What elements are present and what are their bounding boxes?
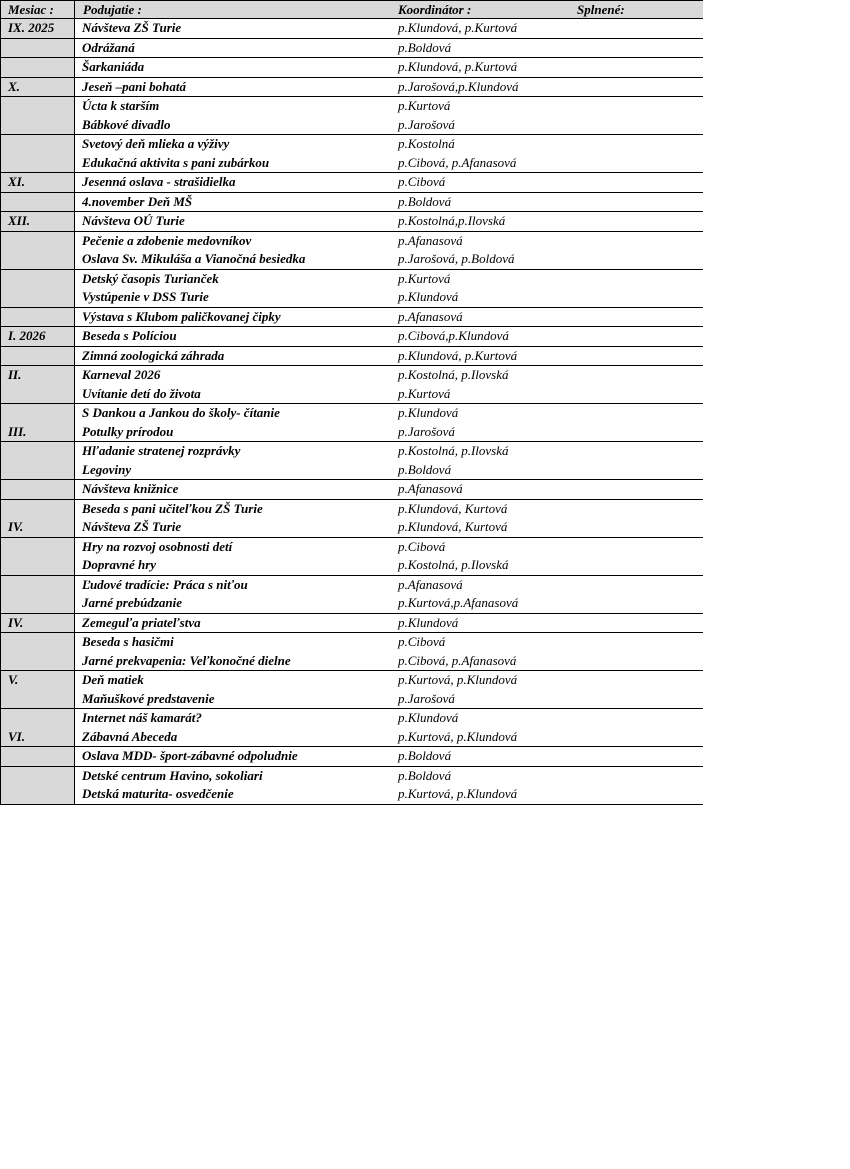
coordinator-name: p.Cibová [398, 634, 446, 649]
event-name: Jeseň –pani bohatá [82, 78, 187, 94]
event-name: Detský časopis Turianček [82, 270, 219, 286]
event-name: Ľudové tradície: Práca s niťou [82, 576, 248, 592]
coordinator-name: p.Kurtová, p.Klundová [398, 728, 518, 744]
table-row-group [0, 78, 703, 98]
event-name: Výstava s Klubom paličkovanej čipky [82, 308, 281, 324]
table-row [0, 308, 703, 327]
table-row-group [0, 671, 703, 709]
table-row-group [0, 366, 703, 404]
table-row [0, 212, 703, 231]
table-row-group [0, 709, 703, 747]
event-name: Zimná zoologická záhrada [82, 347, 225, 363]
table-row [0, 385, 703, 404]
coordinator-name: p.Klundová, Kurtová [398, 500, 508, 516]
table-row [0, 690, 703, 709]
table-row [0, 78, 703, 97]
event-name: Legoviny [82, 461, 132, 477]
table-row-group [0, 135, 703, 173]
coordinator-name: p.Afanasová [398, 308, 463, 324]
table-row [0, 556, 703, 575]
table-row [0, 288, 703, 307]
table-row [0, 193, 703, 212]
coordinator-name: p.Boldová [398, 193, 452, 209]
table-row [0, 747, 703, 766]
coordinator-name: p.Jarošová [398, 423, 455, 439]
event-name: Hry na rozvoj osobnosti detí [82, 538, 233, 554]
coordinator-name: p.Kurtová, p.Klundová [398, 672, 518, 687]
coordinator-name: p.Cibová,p.Klundová [398, 328, 509, 343]
event-name: Bábkové divadlo [82, 116, 171, 132]
event-name: Internet náš kamarát? [82, 710, 202, 725]
table-row [0, 232, 703, 251]
table-row [0, 671, 703, 690]
coordinator-name: p.Boldová [398, 748, 452, 763]
table-row-group [0, 58, 703, 78]
coordinator-name: p.Klundová, Kurtová [398, 519, 508, 534]
coordinator-name: p.Kostolná,p.Ilovská [398, 213, 506, 228]
event-name: Beseda s pani učiteľkou ZŠ Turie [82, 500, 263, 516]
table-row [0, 461, 703, 480]
coordinator-name: p.Cibová, p.Afanasová [398, 652, 517, 668]
header-coordinator: Koordinátor : [398, 2, 472, 17]
table-row-group [0, 442, 703, 480]
coordinator-name: p.Kostolná, p.Ilovská [398, 557, 509, 572]
table-row-group [0, 614, 703, 634]
table-row-group [0, 193, 703, 213]
coordinator-name: p.Kurtová, p.Klundová [398, 786, 518, 801]
event-name: Beseda s Políciou [82, 328, 177, 343]
table-row-group [0, 538, 703, 576]
coordinator-name: p.Jarošová,p.Klundová [398, 78, 519, 94]
coordinator-name: p.Afanasová [398, 576, 463, 592]
coordinator-name: p.Afanasová [398, 481, 463, 496]
coordinator-name: p.Kostolná [398, 136, 455, 151]
table-row [0, 633, 703, 652]
table-row [0, 173, 703, 192]
table-row [0, 785, 703, 804]
month-column-border [74, 0, 75, 805]
event-name: Vystúpenie v DSS Turie [82, 289, 209, 304]
table-row [0, 518, 703, 537]
event-name: Jarné prebúdzanie [82, 595, 183, 610]
coordinator-name: p.Kurtová,p.Afanasová [398, 595, 519, 610]
event-name: Oslava MDD- šport-zábavné odpoludnie [82, 748, 298, 763]
coordinator-name: p.Klundová [398, 710, 459, 725]
table-row [0, 347, 703, 366]
event-name: Zemeguľa priateľstva [82, 614, 201, 630]
table-left-border [0, 0, 1, 805]
coordinator-name: p.Kostolná, p.Ilovská [398, 443, 509, 458]
coordinator-name: p.Jarošová [398, 116, 455, 132]
coordinator-name: p.Cibová [398, 174, 446, 189]
event-name: Pečenie a zdobenie medovníkov [82, 232, 252, 248]
coordinator-name: p.Kostolná, p.Ilovská [398, 367, 509, 382]
event-name: Úcta k starším [82, 98, 160, 113]
coordinator-name: p.Klundová, p.Kurtová [398, 59, 518, 74]
table-row-group [0, 308, 703, 328]
coordinator-name: p.Jarošová, p.Boldová [398, 251, 515, 266]
coordinator-name: p.Jarošová [398, 690, 455, 706]
table-row [0, 614, 703, 633]
month-label: XII. [8, 213, 31, 228]
table-row-group [0, 347, 703, 367]
event-name: Uvítanie detí do života [82, 385, 201, 401]
event-name: Jarné prekvapenia: Veľkonočné dielne [82, 652, 291, 668]
table-row [0, 594, 703, 613]
month-label: V. [8, 672, 19, 687]
event-name: Detské centrum Havino, sokoliari [82, 767, 263, 783]
coordinator-name: p.Klundová [398, 289, 459, 304]
table-row [0, 576, 703, 595]
event-name: Deň matiek [82, 672, 144, 687]
table-header [0, 0, 703, 19]
coordinator-name: p.Cibová [398, 538, 446, 554]
header-event: Podujatie : [83, 2, 142, 17]
table-row [0, 480, 703, 499]
coordinator-name: p.Cibová, p.Afanasová [398, 154, 517, 170]
table-row-group [0, 327, 703, 347]
table-row [0, 250, 703, 269]
table-row-group [0, 232, 703, 270]
table-row [0, 116, 703, 135]
event-name: Svetový deň mlieka a výživy [82, 136, 230, 151]
coordinator-name: p.Kurtová [398, 270, 451, 286]
table-row [0, 366, 703, 385]
table-row [0, 709, 703, 728]
month-label: IV. [8, 614, 24, 630]
table-row-group [0, 19, 703, 39]
table-row [0, 404, 703, 423]
table-row [0, 728, 703, 747]
table-row-group [0, 212, 703, 232]
table-row [0, 652, 703, 671]
table-row-group [0, 39, 703, 59]
month-label: IV. [8, 519, 24, 534]
header-done: Splnené: [577, 2, 625, 17]
month-label: XI. [8, 174, 25, 189]
event-name: Beseda s hasičmi [82, 634, 174, 649]
month-label: I. 2026 [8, 328, 46, 343]
coordinator-name: p.Kurtová [398, 98, 451, 113]
event-name: Hľadanie stratenej rozprávky [82, 443, 241, 458]
event-name: Karneval 2026 [82, 367, 161, 382]
coordinator-name: p.Boldová [398, 461, 452, 477]
event-name: Odrážaná [82, 39, 135, 55]
event-name: Návšteva ZŠ Turie [82, 20, 182, 35]
table-row-group [0, 633, 703, 671]
coordinator-name: p.Klundová, p.Kurtová [398, 347, 518, 363]
month-label: II. [8, 367, 22, 382]
event-name: Dopravné hry [82, 557, 157, 572]
table-row [0, 423, 703, 442]
table-row [0, 154, 703, 173]
event-name: Oslava Sv. Mikuláša a Vianočná besiedka [82, 251, 306, 266]
event-name: Zábavná Abeceda [82, 728, 178, 744]
event-name: Šarkaniáda [82, 59, 145, 74]
header-month: Mesiac : [8, 2, 54, 17]
table-row [0, 19, 703, 38]
table-row [0, 135, 703, 154]
coordinator-name: p.Klundová [398, 614, 459, 630]
coordinator-name: p.Kurtová [398, 385, 451, 401]
table-row-group [0, 270, 703, 308]
coordinator-name: p.Boldová [398, 39, 452, 55]
month-label: III. [8, 423, 27, 439]
event-name: Návšteva ZŠ Turie [82, 519, 182, 534]
table-row-group [0, 173, 703, 193]
coordinator-name: p.Boldová [398, 767, 452, 783]
table-row-group [0, 404, 703, 442]
table-row-group [0, 480, 703, 500]
event-name: 4.november Deň MŠ [82, 193, 193, 209]
table-row [0, 442, 703, 461]
month-label: VI. [8, 728, 25, 744]
table-row-group [0, 747, 703, 767]
table-row [0, 767, 703, 786]
table-row-group [0, 97, 703, 135]
table-row [0, 58, 703, 77]
event-name: Detská maturita- osvedčenie [82, 786, 234, 801]
event-name: Návšteva knižnice [82, 481, 179, 496]
table-body [0, 19, 703, 805]
table-row [0, 500, 703, 519]
table-row [0, 327, 703, 346]
event-name: Maňuškové predstavenie [82, 690, 215, 706]
event-name: S Dankou a Jankou do školy- čítanie [82, 405, 280, 420]
month-label: X. [8, 78, 20, 94]
table-row [0, 97, 703, 116]
table-row [0, 270, 703, 289]
table-row [0, 39, 703, 58]
event-name: Potulky prírodou [82, 423, 174, 439]
coordinator-name: p.Klundová [398, 405, 459, 420]
table-row-group [0, 500, 703, 538]
table-row-group [0, 576, 703, 614]
event-name: Edukačná aktivita s pani zubárkou [82, 154, 270, 170]
table-row-group [0, 767, 703, 805]
event-name: Návšteva OÚ Turie [82, 213, 185, 228]
coordinator-name: p.Klundová, p.Kurtová [398, 20, 518, 35]
table-row [0, 538, 703, 557]
coordinator-name: p.Afanasová [398, 232, 463, 248]
month-label: IX. 2025 [8, 20, 55, 35]
event-name: Jesenná oslava - strašidielka [82, 174, 236, 189]
